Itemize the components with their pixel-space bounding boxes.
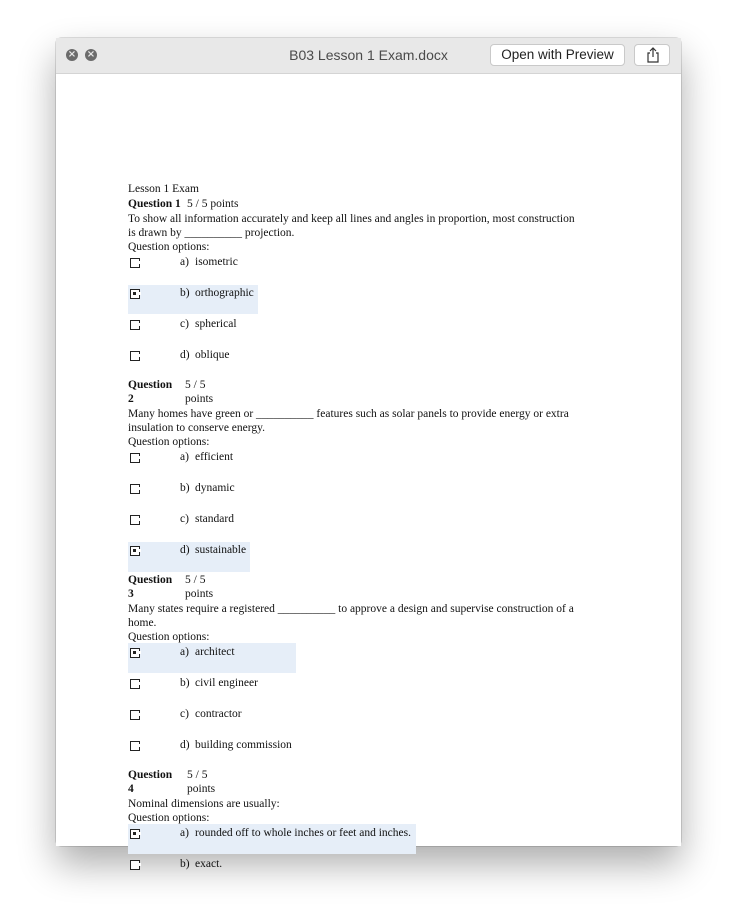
option-text[interactable]: civil engineer [195, 677, 258, 689]
question-options-label: Question options: [128, 812, 210, 824]
option-text[interactable]: spherical [195, 318, 237, 330]
option-text[interactable]: architect [195, 646, 235, 658]
option-text[interactable]: exact. [195, 858, 223, 870]
question-3-label: Question [128, 574, 173, 586]
option-text[interactable]: sustainable [195, 544, 247, 556]
close-icon[interactable]: × [67, 49, 77, 60]
option-letter: a) [180, 451, 189, 463]
question-2-points: points [185, 393, 214, 405]
option-text[interactable]: oblique [195, 349, 230, 361]
question-3-points: points [185, 588, 214, 600]
question-4-label: Question [128, 769, 173, 781]
question-options-label: Question options: [128, 631, 210, 643]
question-options-label: Question options: [128, 436, 210, 448]
question-4-score: 5 / 5 [187, 769, 208, 781]
option-checkbox[interactable] [130, 484, 140, 494]
option-letter: b) [180, 677, 190, 689]
question-4-text-line: Nominal dimensions are usually: [128, 798, 280, 810]
share-icon [646, 47, 660, 63]
question-2-text-line: Many homes have green or __________ features such as solar panels to provide energy or extra [128, 408, 569, 420]
question-1-score: 5 / 5 points [187, 198, 239, 210]
fullscreen-close-icon[interactable]: × [86, 49, 96, 60]
question-options-label: Question options: [128, 241, 210, 253]
option-text[interactable]: efficient [195, 451, 234, 463]
document-page [56, 74, 681, 870]
option-checkbox[interactable] [130, 860, 140, 870]
option-letter: c) [180, 513, 189, 525]
option-checkbox[interactable] [130, 351, 140, 361]
option-letter: d) [180, 349, 190, 361]
question-1-text-line: To show all information accurately and keep all lines and angles in proportion, most construction [128, 213, 575, 225]
option-letter: c) [180, 708, 189, 720]
question-3-text-line: home. [128, 617, 157, 629]
option-text[interactable]: building commission [195, 739, 292, 751]
option-letter: d) [180, 739, 190, 751]
option-checkbox-selected[interactable] [130, 546, 140, 556]
option-checkbox[interactable] [130, 258, 140, 268]
share-button[interactable] [634, 44, 670, 66]
option-text[interactable]: dynamic [195, 482, 235, 494]
option-checkbox-selected[interactable] [130, 829, 140, 839]
option-text[interactable]: orthographic [195, 287, 254, 299]
question-4-points: points [187, 783, 216, 795]
option-checkbox[interactable] [130, 741, 140, 751]
option-text[interactable]: contractor [195, 708, 242, 720]
question-3-text-line: Many states require a registered __________ to approve a design and supervise construction of a [128, 603, 574, 615]
option-text[interactable]: rounded off to whole inches or feet and inches. [195, 827, 411, 839]
option-checkbox[interactable] [130, 453, 140, 463]
option-letter: b) [180, 858, 190, 870]
option-checkbox[interactable] [130, 679, 140, 689]
option-letter: b) [180, 287, 190, 299]
option-letter: a) [180, 827, 189, 839]
option-checkbox[interactable] [130, 710, 140, 720]
question-2-text-line: insulation to conserve energy. [128, 422, 266, 434]
doc-heading: Lesson 1 Exam [128, 183, 199, 195]
question-2-label: Question [128, 379, 173, 391]
option-text[interactable]: isometric [195, 256, 238, 268]
title-bar [56, 38, 681, 74]
option-letter: a) [180, 256, 189, 268]
option-letter: c) [180, 318, 189, 330]
option-checkbox[interactable] [130, 515, 140, 525]
question-1-label: Question 1 [128, 198, 181, 210]
question-2-number: 2 [128, 393, 134, 405]
option-letter: d) [180, 544, 190, 556]
question-1-text-line: is drawn by __________ projection. [128, 227, 295, 239]
option-letter: b) [180, 482, 190, 494]
question-3-number: 3 [128, 588, 134, 600]
option-checkbox-selected[interactable] [130, 648, 140, 658]
option-text[interactable]: standard [195, 513, 234, 525]
option-checkbox-selected[interactable] [130, 289, 140, 299]
open-with-preview-button[interactable]: Open with Preview [490, 44, 625, 66]
quicklook-window [56, 38, 681, 870]
window-title: B03 Lesson 1 Exam.docx [289, 47, 448, 63]
option-letter: a) [180, 646, 189, 658]
question-3-score: 5 / 5 [185, 574, 206, 586]
question-2-score: 5 / 5 [185, 379, 206, 391]
question-4-number: 4 [128, 783, 134, 795]
option-checkbox[interactable] [130, 320, 140, 330]
